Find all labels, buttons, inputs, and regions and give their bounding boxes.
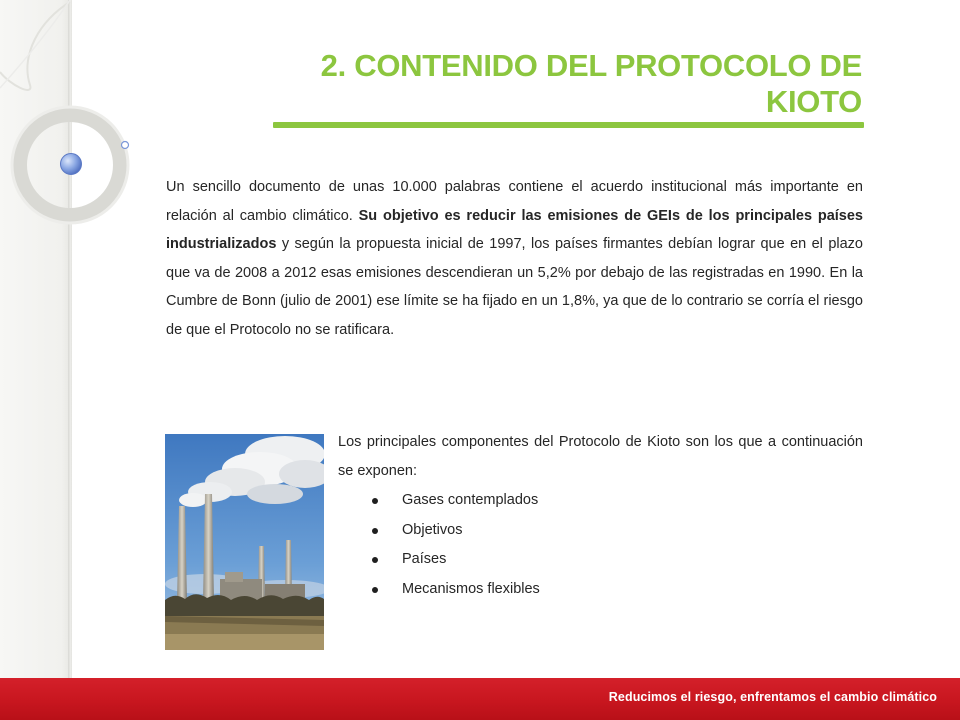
list-item-label: Países [402,551,447,567]
main-paragraph [166,173,863,345]
list-item-label: Mecanismos flexibles [402,580,540,597]
bullet-icon [372,498,378,504]
footer-slogan: Reducimos el riesgo, enfrentamos el cambio climático [608,690,937,704]
paragraph-text-2: y según la propuesta inicial de 1997, los países firmantes debían lograr que en el plazo que va de 2008 a 2012 esas emisiones descendieran un 5,2% por debajo de las registradas en 1990. En la Cumbre de Bonn (julio de 2001) ese límite se ha fijado en un 1,8%, ya que de lo contrario se corría el riesgo de que el Protocolo no se ratificara. [166,236,863,338]
footer-bar [0,678,960,720]
bullet-icon [372,587,378,593]
list-item [368,486,540,516]
paragraph-text-1: Un sencillo documento de unas 10.000 palabras contiene el acuerdo institucional más importante en relación al cambio climático. [166,179,863,224]
bullet-icon [372,528,378,534]
list-item [368,545,540,575]
list-item-label: Objetivos [402,521,463,538]
components-list [368,486,540,604]
title-underline [273,122,864,128]
bullet-sphere-icon [61,154,82,175]
paragraph-bold-text: Su objetivo es reducir las emisiones de GEIs de los principales países industrializados [166,207,863,253]
slide-title: 2. CONTENIDO DEL PROTOCOLO DE KIOTO [320,48,862,119]
list-item [368,575,540,605]
list-item-label: Gases contemplados [402,492,539,508]
bullet-icon [372,557,378,563]
power-plant-photo [165,434,324,650]
components-intro: Los principales componentes del Protocolo de Kioto son los que a continuación se exponen: [338,434,863,479]
small-circle-icon [122,142,129,149]
decorative-arcs [0,0,140,240]
list-item [368,516,540,546]
